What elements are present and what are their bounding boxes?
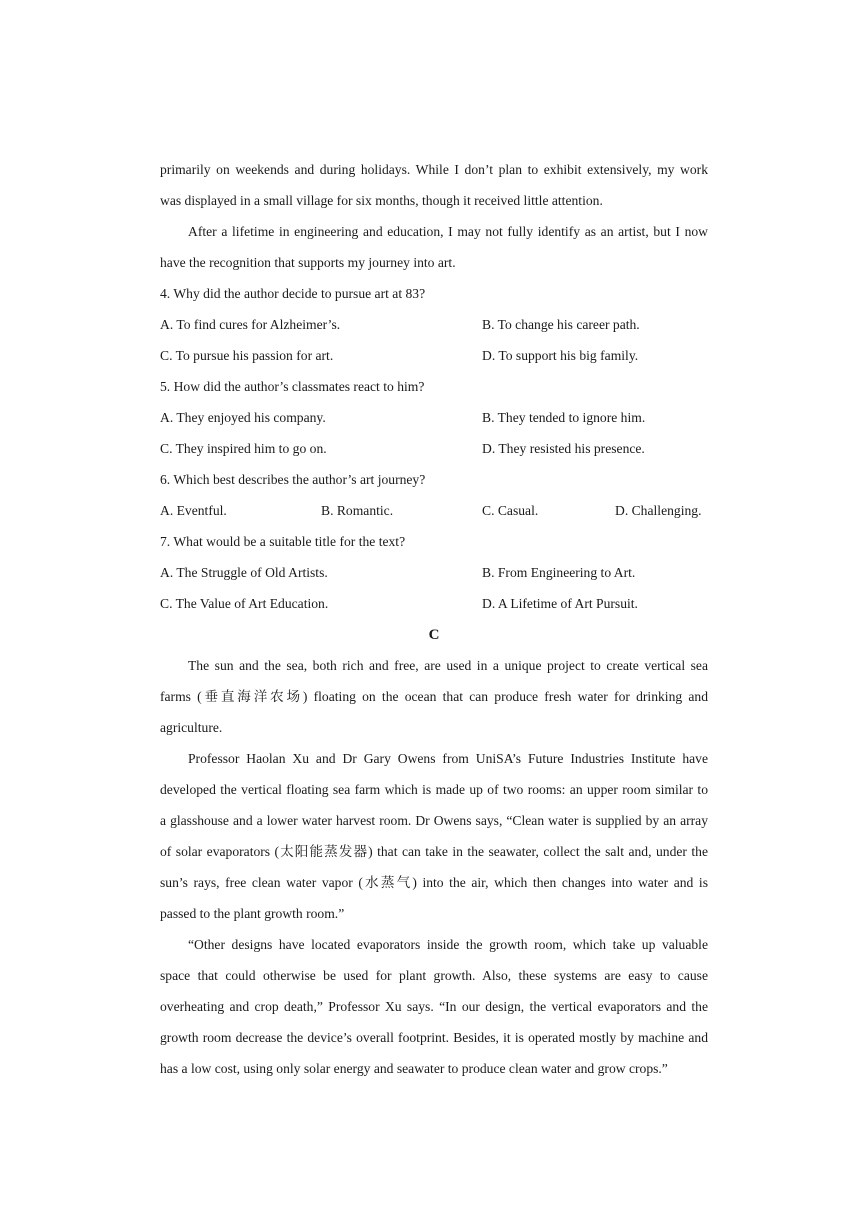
option-b: B. They tended to ignore him. bbox=[482, 410, 646, 425]
option-a: A. To find cures for Alzheimer’s. bbox=[160, 317, 341, 332]
option-b: B. From Engineering to Art. bbox=[482, 565, 636, 580]
question-stem: 7. What would be a suitable title for the text? bbox=[160, 534, 406, 549]
passage-line: growth room decrease the device’s overall footprint. Besides, it is operated mostly by machine and bbox=[160, 1030, 708, 1045]
option-c: C. Casual. bbox=[482, 503, 539, 518]
option-a: A. The Struggle of Old Artists. bbox=[160, 565, 328, 580]
passage-line: a glasshouse and a lower water harvest room. Dr Owens says, “Clean water is supplied by an array bbox=[160, 813, 708, 828]
option-row bbox=[160, 591, 708, 622]
option-d: D. A Lifetime of Art Pursuit. bbox=[482, 596, 638, 611]
option-row bbox=[160, 436, 708, 467]
option-d: D. To support his big family. bbox=[482, 348, 639, 363]
passage-line: developed the vertical floating sea farm which is made up of two rooms: an upper room similar to bbox=[160, 782, 708, 797]
passage-line: After a lifetime in engineering and education, I may not fully identify as an artist, but I now bbox=[188, 224, 708, 239]
passage-line: “Other designs have located evaporators inside the growth room, which take up valuable bbox=[188, 937, 708, 952]
question-stem: 4. Why did the author decide to pursue art at 83? bbox=[160, 286, 426, 301]
option-row bbox=[160, 560, 708, 591]
passage-line: passed to the plant growth room.” bbox=[160, 906, 345, 921]
option-row bbox=[160, 343, 708, 374]
option-row bbox=[160, 312, 708, 343]
option-d: D. Challenging. bbox=[615, 503, 702, 518]
passage-line: has a low cost, using only solar energy and seawater to produce clean water and grow crops.” bbox=[160, 1061, 668, 1076]
option-c: C. The Value of Art Education. bbox=[160, 596, 329, 611]
option-c: C. They inspired him to go on. bbox=[160, 441, 327, 456]
passage-line: space that could otherwise be used for plant growth. Also, these systems are easy to cause bbox=[160, 968, 708, 983]
passage-line: agriculture. bbox=[160, 720, 223, 735]
passage-line: of solar evaporators (太阳能蒸发器) that can take in the seawater, collect the salt and, under the bbox=[160, 844, 708, 859]
passage-line: The sun and the sea, both rich and free, are used in a unique project to create vertical sea bbox=[188, 658, 708, 673]
option-d: D. They resisted his presence. bbox=[482, 441, 645, 456]
option-c: C. To pursue his passion for art. bbox=[160, 348, 334, 363]
section-title: C bbox=[428, 627, 440, 643]
option-row bbox=[160, 405, 708, 436]
passage-line: farms (垂直海洋农场) floating on the ocean that can produce fresh water for drinking and bbox=[160, 689, 708, 704]
option-row bbox=[160, 498, 708, 529]
option-b: B. Romantic. bbox=[321, 503, 394, 518]
option-b: B. To change his career path. bbox=[482, 317, 640, 332]
option-a: A. They enjoyed his company. bbox=[160, 410, 326, 425]
passage-line: sun’s rays, free clean water vapor (水蒸气) into the air, which then changes into water and is bbox=[160, 875, 708, 890]
passage-line: Professor Haolan Xu and Dr Gary Owens from UniSA’s Future Industries Institute have bbox=[188, 751, 708, 766]
question-stem: 6. Which best describes the author’s art journey? bbox=[160, 472, 426, 487]
option-a: A. Eventful. bbox=[160, 503, 227, 518]
passage-line: was displayed in a small village for six months, though it received little attention. bbox=[160, 193, 603, 208]
passage-line: primarily on weekends and during holidays. While I don’t plan to exhibit extensively, my work bbox=[160, 162, 708, 177]
passage-line: overheating and crop death,” Professor Xu says. “In our design, the vertical evaporators and the bbox=[160, 999, 708, 1014]
exam-page bbox=[160, 157, 708, 1087]
passage-line: have the recognition that supports my journey into art. bbox=[160, 255, 456, 270]
question-stem: 5. How did the author’s classmates react to him? bbox=[160, 379, 425, 394]
